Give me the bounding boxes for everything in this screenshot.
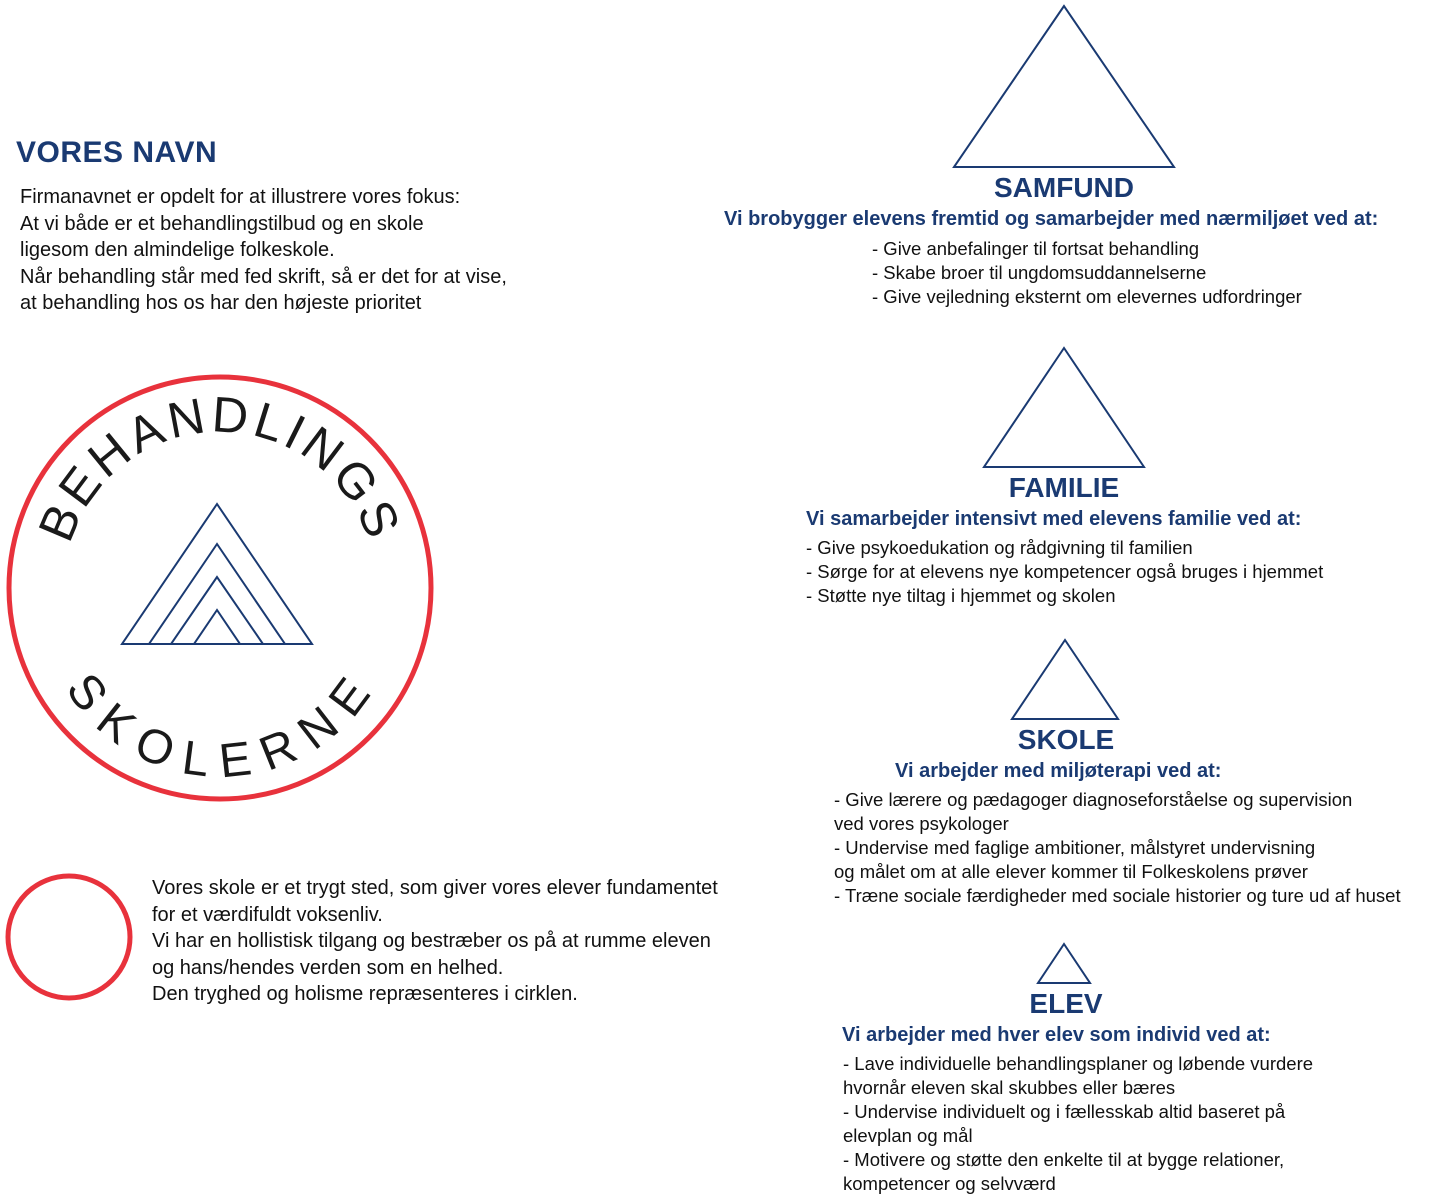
circle-line: Vi har en hollistisk tilgang og bestræber os på at rumme eleven [152, 930, 711, 952]
circle-line: Den tryghed og holisme repræsenteres i cirklen. [152, 983, 578, 1005]
familie-subtitle: Vi samarbejder intensivt med elevens familie ved at: [806, 508, 1302, 530]
samfund-items [872, 237, 1302, 309]
circle-line: Vores skole er et trygt sted, som giver vores elever fundamentet [152, 877, 718, 899]
samfund-title: SAMFUND [994, 172, 1134, 203]
intro-title: VORES NAVN [16, 136, 218, 169]
list-item: - Give psykoedukation og rådgivning til familien [806, 537, 1193, 558]
intro-line: ligesom den almindelige folkeskole. [20, 239, 335, 261]
familie-items [806, 536, 1323, 608]
list-item: - Give lærere og pædagoger diagnoseforståelse og supervision [834, 789, 1353, 810]
intro-line: At vi både er et behandlingstilbud og en skole [20, 212, 424, 235]
samfund-subtitle: Vi brobygger elevens fremtid og samarbejder med nærmiljøet ved at: [724, 208, 1379, 230]
skole-title: SKOLE [1017, 724, 1115, 755]
samfund-triangle-icon [952, 4, 1176, 170]
list-item: - Give anbefalinger til fortsat behandling [872, 238, 1200, 259]
list-item: og målet om at alle elever kommer til Folkeskolens prøver [834, 861, 1308, 882]
behandlingsskolerne-logo [4, 372, 436, 804]
list-item: - Lave individuelle behandlingsplaner og løbende vurdere [843, 1053, 1314, 1074]
elev-triangle-icon [1036, 942, 1092, 986]
list-item: - Undervise med faglige ambitioner, målstyret undervisning [834, 837, 1316, 858]
list-item: - Give vejledning eksternt om elevernes udfordringer [872, 286, 1302, 307]
logo-triangles [122, 504, 312, 644]
elev-items [843, 1052, 1313, 1196]
list-item: - Skabe broer til ungdomsuddannelserne [872, 262, 1207, 283]
list-item: elevplan og mål [843, 1125, 973, 1146]
familie-triangle-icon [982, 346, 1146, 470]
list-item: - Træne sociale færdigheder med sociale historier og ture ud af huset [834, 885, 1401, 906]
skole-items [834, 788, 1401, 908]
circle-line: for et værdifuldt voksenliv. [152, 903, 383, 926]
list-item: - Sørge for at elevens nye kompetencer også bruges i hjemmet [806, 561, 1324, 582]
circle-line: og hans/hendes verden som en helhed. [152, 956, 504, 979]
intro-line: at behandling hos os har den højeste prioritet [20, 292, 422, 314]
circle-description [152, 875, 718, 1008]
list-item: hvornår eleven skal skubbes eller bæres [843, 1077, 1176, 1098]
red-circle-icon [4, 872, 134, 1002]
elev-title: ELEV [1029, 988, 1103, 1019]
intro-line: Firmanavnet er opdelt for at illustrere vores fokus: [20, 186, 461, 208]
elev-subtitle: Vi arbejder med hver elev som individ ved at: [842, 1024, 1271, 1046]
list-item: - Støtte nye tiltag i hjemmet og skolen [806, 585, 1116, 606]
skole-triangle-icon [1010, 638, 1120, 722]
logo-bottom-text: SKOLERNE [55, 664, 385, 789]
list-item: - Motivere og støtte den enkelte til at bygge relationer, [843, 1149, 1285, 1170]
list-item: kompetencer og selvværd [843, 1173, 1056, 1194]
intro-line: Når behandling står med fed skrift, så er det for at vise, [20, 265, 507, 288]
logo-top-text: BEHANDLINGS [27, 386, 413, 549]
intro-text [20, 184, 507, 317]
skole-subtitle: Vi arbejder med miljøterapi ved at: [895, 760, 1222, 782]
familie-title: FAMILIE [1008, 472, 1120, 503]
list-item: - Undervise individuelt og i fællesskab altid baseret på [843, 1101, 1286, 1122]
list-item: ved vores psykologer [834, 813, 1009, 834]
